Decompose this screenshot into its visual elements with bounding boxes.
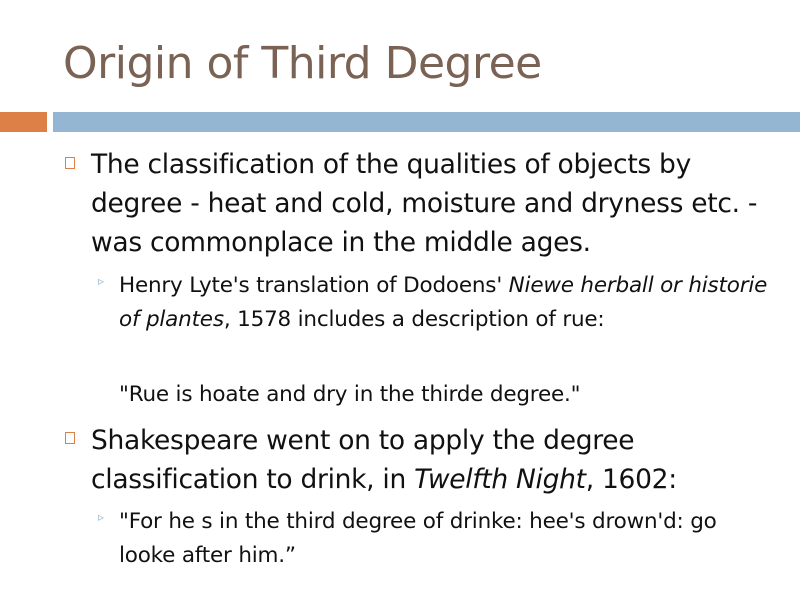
sub-bullet-1-text (119, 269, 779, 337)
bullet-1-text: The classification of the qualities of objects by degree - heat and cold, moisture and dryness etc. - was commonplace in the middle ages. (91, 149, 758, 258)
sub-bullet-1-book-title: Niewe herball or historie of plantes (119, 273, 768, 332)
rue-quote: "Rue is hoate and dry in the thirde degree." (119, 382, 581, 407)
bullet-2-text-pre: Shakespeare went on to apply the degree classification to drink, in (91, 425, 635, 495)
bullet-2-text (91, 421, 781, 499)
hollow-square-bullet-icon (65, 157, 75, 169)
title-underline-bar (53, 112, 800, 132)
hollow-square-bullet-icon (65, 432, 75, 444)
triangle-bullet-icon: ▹ (98, 510, 105, 524)
slide-title: Origin of Third Degree (63, 38, 542, 89)
bullet-2-play-title: Twelfth Night (414, 464, 586, 495)
triangle-bullet-icon: ▹ (98, 274, 105, 288)
title-underline-accent (0, 112, 47, 132)
sub-bullet-1-text-pre: Henry Lyte's translation of Dodoens' (119, 273, 509, 298)
sub-bullet-1-text-post: , 1578 includes a description of rue: (223, 307, 605, 332)
bullet-2-text-post: , 1602: (585, 464, 677, 495)
sub-bullet-2-text: "For he s in the third degree of drinke: hee's drown'd: go looke after him.” (119, 509, 717, 568)
